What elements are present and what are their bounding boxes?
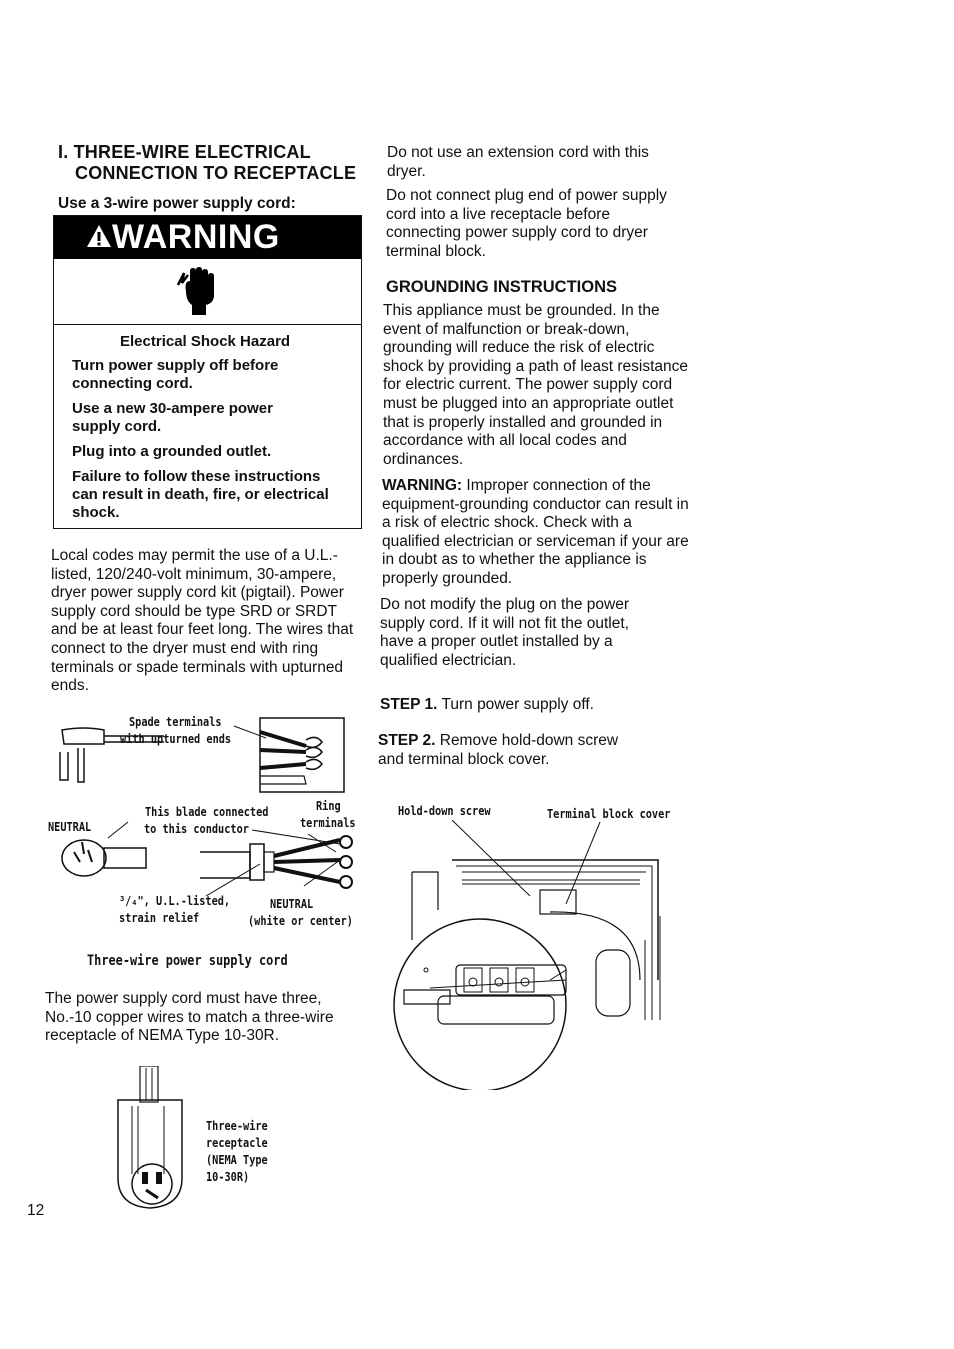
warning-box (53, 215, 362, 529)
blade-label-1: This blade connected (145, 804, 269, 819)
step-1-label: STEP 1. (380, 696, 438, 713)
warning-label: WARNING: (382, 477, 463, 494)
extension-cord-note: Do not use an extension cord with this dryer. (387, 144, 649, 180)
wires-paragraph: The power supply cord must have three, No.-10 copper wires to match a three-wire receptacle of NEMA Type 10-30R. (45, 990, 334, 1045)
hazard-title: Electrical Shock Hazard (120, 333, 291, 350)
strain-relief-label-1: ³/₄", U.L.-listed, (119, 893, 231, 908)
grounding-warning (382, 477, 690, 589)
warning-item-4: Failure to follow these instructions can result in death, fire, or electrical shock. (72, 468, 329, 521)
warning-item-2: Use a new 30-ampere power supply cord. (72, 400, 273, 435)
warning-triangle-icon (86, 224, 112, 248)
strain-relief-label-2: strain relief (119, 910, 200, 925)
receptacle-label-3: (NEMA Type (206, 1152, 268, 1167)
terminal-block-illustration (390, 820, 670, 1090)
neutral-right-label-2: (white or center) (248, 913, 353, 928)
step-1 (380, 696, 670, 715)
step-2 (378, 732, 648, 769)
codes-paragraph: Local codes may permit the use of a U.L.-listed, 120/240-volt minimum, 30-ampere, dryer power supply cord kit (pigtail). Power supply cord should be type SRD or SRDT and be at least four feet long. The wires that connect to the dryer must end with ring terminals or spade terminals with upturned ends. (51, 547, 354, 695)
section-heading-line1: I. THREE-WIRE ELECTRICAL (58, 142, 311, 162)
modify-plug-note: Do not modify the plug on the power supply cord. If it will not fit the outlet, have a proper outlet installed by a qualified electrician. (380, 596, 630, 669)
electric-shock-hand-icon (172, 267, 216, 317)
blade-label-2: to this conductor (144, 821, 249, 836)
section-heading-line2: CONNECTION TO RECEPTACLE (75, 163, 357, 183)
warning-divider (54, 324, 361, 325)
warning-item-3: Plug into a grounded outlet. (72, 443, 272, 460)
grounding-paragraph: This appliance must be grounded. In the event of malfunction or break-down, grounding will reduce the risk of electric shock by providing a path of least resistance for electric current. The power supply cord must be plugged into an appropriate outlet that is properly installed and grounded in accordance with all local codes and ordinances. (383, 302, 689, 468)
grounding-heading: GROUNDING INSTRUCTIONS (386, 278, 617, 296)
subheading: Use a 3-wire power supply cord: (58, 195, 296, 212)
receptacle-label-2: receptacle (206, 1135, 268, 1150)
receptacle-illustration (108, 1066, 192, 1212)
warning-item-1: Turn power supply off before connecting cord. (72, 357, 279, 392)
page-number: 12 (27, 1202, 45, 1219)
warning-title: WARNING (112, 218, 280, 256)
ring-label-1: Ring (316, 798, 341, 813)
step-1-text: Turn power supply off. (437, 696, 594, 713)
terminal-cover-label: Terminal block cover (547, 806, 671, 821)
spade-terminals-label-2: with upturned ends (120, 731, 232, 746)
spade-terminals-label-1: Spade terminals (129, 714, 222, 729)
warning-text: Improper connection of the equipment-grounding conductor can result in a risk of electric shock. Check with a qualified electrician or serviceman if your are in doubt as to whether the appliance is properly grounded. (382, 477, 689, 587)
receptacle-label-1: Three-wire (206, 1118, 268, 1133)
figure-caption: Three-wire power supply cord (87, 953, 288, 969)
holddown-screw-label: Hold-down screw (398, 803, 491, 818)
step-2-label: STEP 2. (378, 732, 436, 749)
neutral-left-label: NEUTRAL (48, 819, 92, 834)
step-2-text: Remove hold-down screw and terminal block cover. (378, 732, 619, 768)
warning-banner (54, 216, 361, 259)
live-receptacle-note: Do not connect plug end of power supply cord into a live receptacle before connecting power supply cord to dryer terminal block. (386, 187, 667, 260)
ring-label-2: terminals (300, 815, 356, 830)
neutral-right-label-1: NEUTRAL (270, 896, 314, 911)
receptacle-label-4: 10-30R) (206, 1169, 250, 1184)
